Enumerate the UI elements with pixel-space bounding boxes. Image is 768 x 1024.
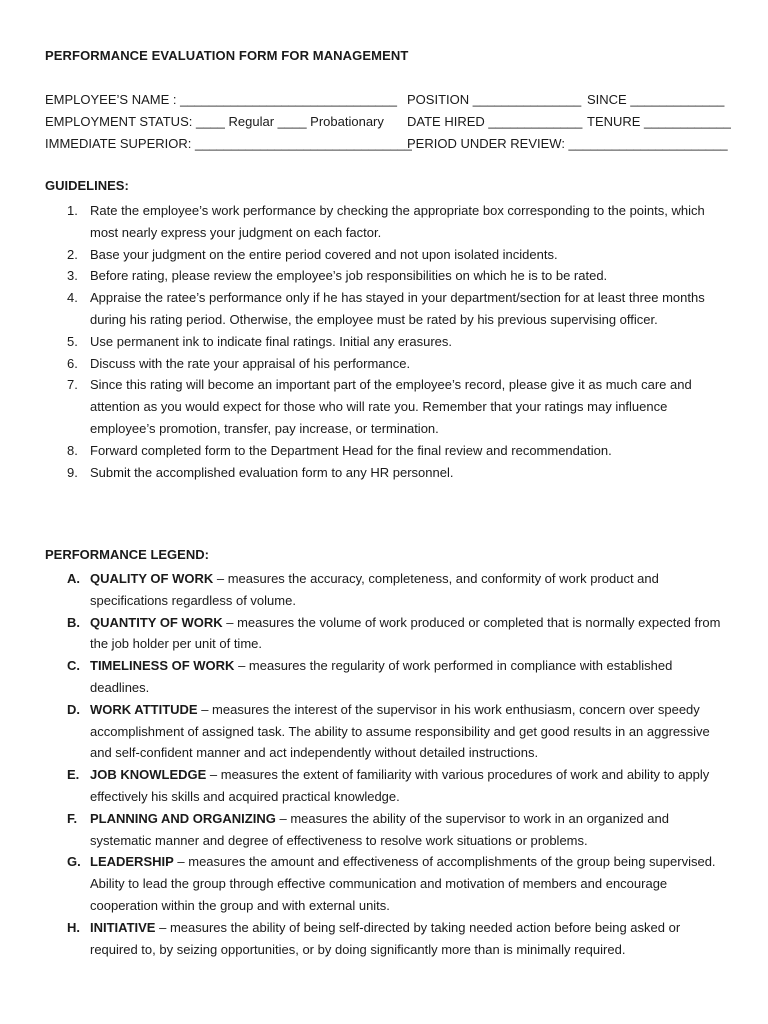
- legend-letter: E.: [67, 767, 80, 783]
- guideline-item: [45, 287, 725, 331]
- guideline-number: 6.: [67, 355, 78, 371]
- employee-name-field[interactable]: EMPLOYEE’S NAME : ______________________________: [45, 92, 397, 107]
- guidelines-heading: GUIDELINES:: [45, 178, 129, 193]
- legend-description: – measures the interest of the supervisor in his work enthusiasm, concern over speedy accomplishment of assigned task. The ability to assume responsibility and get good results in an aggressive and self-confident manner and act independently without detailed instructions.: [90, 701, 710, 761]
- guideline-text: Before rating, please review the employee’s job responsibilities on which he is to be rated.: [90, 268, 608, 284]
- guideline-number: 7.: [67, 377, 78, 393]
- legend-description: – measures the accuracy, completeness, and conformity of work product and specifications regardless of volume.: [90, 571, 659, 608]
- guideline-text: Forward completed form to the Department Head for the final review and recommendation.: [90, 442, 612, 458]
- tenure-field[interactable]: TENURE ____________: [587, 114, 731, 129]
- legend-description: – measures the volume of work produced or completed that is normally expected from the job holder per unit of time.: [90, 614, 721, 652]
- guideline-item: [45, 440, 725, 462]
- guideline-item: [45, 200, 725, 244]
- guideline-text: Appraise the ratee’s performance only if he has stayed in your department/section for at least three months during his rating period. Otherwise, the employee must be rated by his previous supervising officer.: [90, 290, 705, 327]
- position-field[interactable]: POSITION _______________: [407, 92, 582, 107]
- guideline-number: 5.: [67, 333, 78, 349]
- legend-term: QUALITY OF WORK: [90, 571, 214, 586]
- guideline-text: Submit the accomplished evaluation form to any HR personnel.: [90, 464, 454, 480]
- fields-row-2: [45, 113, 745, 131]
- legend-term: PLANNING AND ORGANIZING: [90, 810, 276, 826]
- legend-letter: A.: [67, 571, 80, 586]
- guideline-item: [45, 374, 725, 439]
- legend-item: [45, 699, 725, 764]
- legend-item: [45, 612, 725, 656]
- guideline-item: [45, 331, 725, 353]
- guideline-number: 1.: [67, 203, 78, 218]
- guideline-text: Use permanent ink to indicate final ratings. Initial any erasures.: [90, 333, 453, 349]
- guideline-item: [45, 244, 725, 266]
- guideline-item: [45, 462, 725, 484]
- legend-item: [45, 917, 725, 961]
- legend-item: [45, 851, 725, 916]
- legend-list: [45, 568, 725, 960]
- guideline-number: 3.: [67, 268, 78, 284]
- legend-description: – measures the ability of being self-directed by taking needed action before being asked or required to, by seizing opportunities, or by doing significantly more than is minimally required.: [90, 919, 681, 957]
- legend-description: – measures the amount and effectiveness of accomplishments of the group being supervised. Ability to lead the group through effective communication and motivation of members and encourage cooperation within the group and with external units.: [90, 854, 716, 913]
- fields-row-3: [45, 135, 745, 153]
- guideline-text: Since this rating will become an important part of the employee’s record, please give it as much care and attention as you would expect for those who will rate you. Remember that your ratings may influence employee’s promotion, transfer, pay increase, or termination.: [90, 377, 692, 436]
- legend-term: JOB KNOWLEDGE: [90, 767, 207, 783]
- immediate-superior-field[interactable]: IMMEDIATE SUPERIOR: ______________________________: [45, 136, 412, 151]
- guidelines-list: [45, 200, 725, 483]
- guideline-number: 9.: [67, 464, 78, 480]
- legend-description: – measures the extent of familiarity with various procedures of work and ability to apply effectively his skills and acquired practical knowledge.: [90, 767, 710, 804]
- legend-description: – measures the regularity of work performed in compliance with established deadlines.: [90, 658, 673, 695]
- legend-term: INITIATIVE: [90, 919, 156, 935]
- legend-item: [45, 655, 725, 699]
- guideline-number: 2.: [67, 246, 78, 262]
- fields-row-1: [45, 91, 745, 109]
- guideline-text: Discuss with the rate your appraisal of his performance.: [90, 355, 411, 371]
- legend-letter: G.: [67, 854, 81, 870]
- legend-term: QUANTITY OF WORK: [90, 614, 223, 630]
- legend-letter: C.: [67, 658, 80, 674]
- guideline-text: Rate the employee’s work performance by checking the appropriate box corresponding to the points, which most nearly express your judgment on each factor.: [90, 203, 705, 240]
- legend-letter: D.: [67, 701, 80, 717]
- guideline-item: [45, 265, 725, 287]
- date-hired-field[interactable]: DATE HIRED _____________: [407, 114, 583, 129]
- legend-item: [45, 808, 725, 852]
- legend-item: [45, 764, 725, 808]
- legend-letter: H.: [67, 919, 80, 935]
- period-under-review-field[interactable]: PERIOD UNDER REVIEW: ______________________: [407, 136, 728, 151]
- since-field[interactable]: SINCE _____________: [587, 92, 725, 107]
- guideline-item: [45, 353, 725, 375]
- legend-term: TIMELINESS OF WORK: [90, 658, 235, 674]
- performance-legend-heading: PERFORMANCE LEGEND:: [45, 547, 209, 562]
- employment-status-field[interactable]: EMPLOYMENT STATUS: ____ Regular ____ Probationary: [45, 114, 384, 129]
- form-title: PERFORMANCE EVALUATION FORM FOR MANAGEMENT: [45, 48, 409, 63]
- legend-letter: F.: [67, 810, 78, 826]
- legend-description: – measures the ability of the supervisor to work in an organized and systematic manner and degree of effectiveness to resolve work situations or problems.: [90, 810, 669, 848]
- legend-term: WORK ATTITUDE: [90, 701, 198, 717]
- guideline-number: 4.: [67, 290, 78, 306]
- legend-item: [45, 568, 725, 612]
- guideline-text: Base your judgment on the entire period covered and not upon isolated incidents.: [90, 246, 558, 262]
- legend-letter: B.: [67, 614, 80, 630]
- legend-term: LEADERSHIP: [90, 854, 174, 870]
- guideline-number: 8.: [67, 442, 78, 458]
